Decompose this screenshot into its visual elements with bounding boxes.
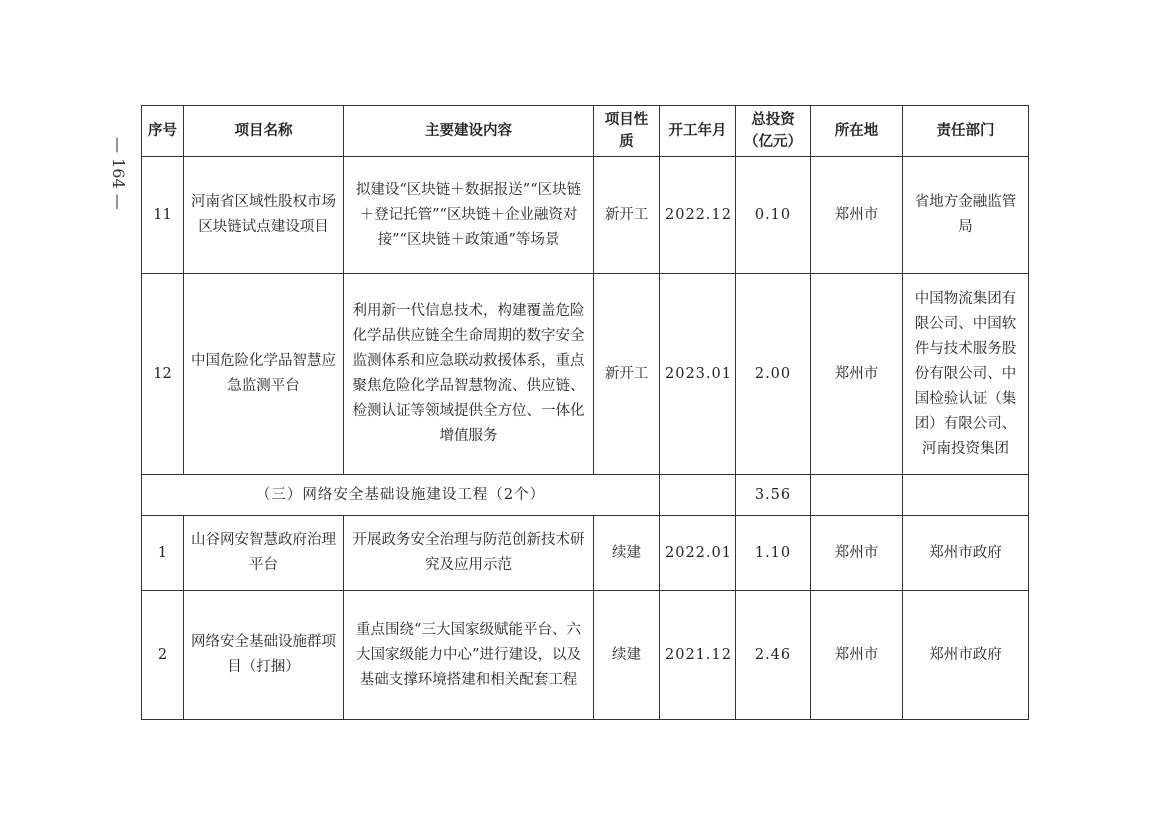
header-investment: 总投资（亿元） xyxy=(736,106,811,157)
cell-location: 郑州市 xyxy=(811,274,903,475)
table-row xyxy=(142,274,1029,475)
cell-department: 郑州市政府 xyxy=(903,591,1029,720)
section-title: （三）网络安全基础设施建设工程（2个） xyxy=(142,475,660,516)
projects-table xyxy=(141,105,1029,720)
header-start: 开工年月 xyxy=(660,106,736,157)
page-number: — 164 — xyxy=(109,136,128,210)
header-content: 主要建设内容 xyxy=(344,106,594,157)
section-investment: 3.56 xyxy=(736,475,811,516)
cell-location: 郑州市 xyxy=(811,157,903,274)
header-index: 序号 xyxy=(142,106,184,157)
cell-investment: 0.10 xyxy=(736,157,811,274)
cell-index: 11 xyxy=(142,157,184,274)
cell-index: 2 xyxy=(142,591,184,720)
cell-investment: 2.46 xyxy=(736,591,811,720)
table-header-row xyxy=(142,106,1029,157)
cell-content: 拟建设“区块链＋数据报送”“区块链＋登记托管”“区块链＋企业融资对接”“区块链＋政策通”等场景 xyxy=(344,157,594,274)
section-department-empty xyxy=(903,475,1029,516)
cell-location: 郑州市 xyxy=(811,591,903,720)
cell-department: 郑州市政府 xyxy=(903,516,1029,591)
cell-name: 中国危险化学品智慧应急监测平台 xyxy=(184,274,344,475)
cell-nature: 新开工 xyxy=(594,157,660,274)
cell-nature: 续建 xyxy=(594,516,660,591)
cell-department: 省地方金融监管局 xyxy=(903,157,1029,274)
header-name: 项目名称 xyxy=(184,106,344,157)
cell-index: 12 xyxy=(142,274,184,475)
cell-nature: 续建 xyxy=(594,591,660,720)
cell-investment: 1.10 xyxy=(736,516,811,591)
cell-index: 1 xyxy=(142,516,184,591)
cell-content: 重点围绕“三大国家级赋能平台、六大国家级能力中心”进行建设，以及基础支撑环境搭建和相关配套工程 xyxy=(344,591,594,720)
header-department: 责任部门 xyxy=(903,106,1029,157)
cell-name: 河南省区域性股权市场区块链试点建设项目 xyxy=(184,157,344,274)
cell-investment: 2.00 xyxy=(736,274,811,475)
cell-nature: 新开工 xyxy=(594,274,660,475)
cell-start: 2022.01 xyxy=(660,516,736,591)
table-row xyxy=(142,157,1029,274)
section-row xyxy=(142,475,1029,516)
cell-start: 2021.12 xyxy=(660,591,736,720)
cell-location: 郑州市 xyxy=(811,516,903,591)
header-location: 所在地 xyxy=(811,106,903,157)
cell-content: 开展政务安全治理与防范创新技术研究及应用示范 xyxy=(344,516,594,591)
cell-start: 2022.12 xyxy=(660,157,736,274)
cell-start: 2023.01 xyxy=(660,274,736,475)
cell-department: 中国物流集团有限公司、中国软件与技术服务股份有限公司、中国检验认证（集团）有限公司、河南投资集团 xyxy=(903,274,1029,475)
section-location-empty xyxy=(811,475,903,516)
cell-name: 网络安全基础设施群项目（打捆） xyxy=(184,591,344,720)
table-row xyxy=(142,591,1029,720)
header-nature: 项目性质 xyxy=(594,106,660,157)
section-start-empty xyxy=(660,475,736,516)
table-row xyxy=(142,516,1029,591)
cell-name: 山谷网安智慧政府治理平台 xyxy=(184,516,344,591)
cell-content: 利用新一代信息技术，构建覆盖危险化学品供应链全生命周期的数字安全监测体系和应急联动救援体系，重点聚焦危险化学品智慧物流、供应链、检测认证等领域提供全方位、一体化增值服务 xyxy=(344,274,594,475)
